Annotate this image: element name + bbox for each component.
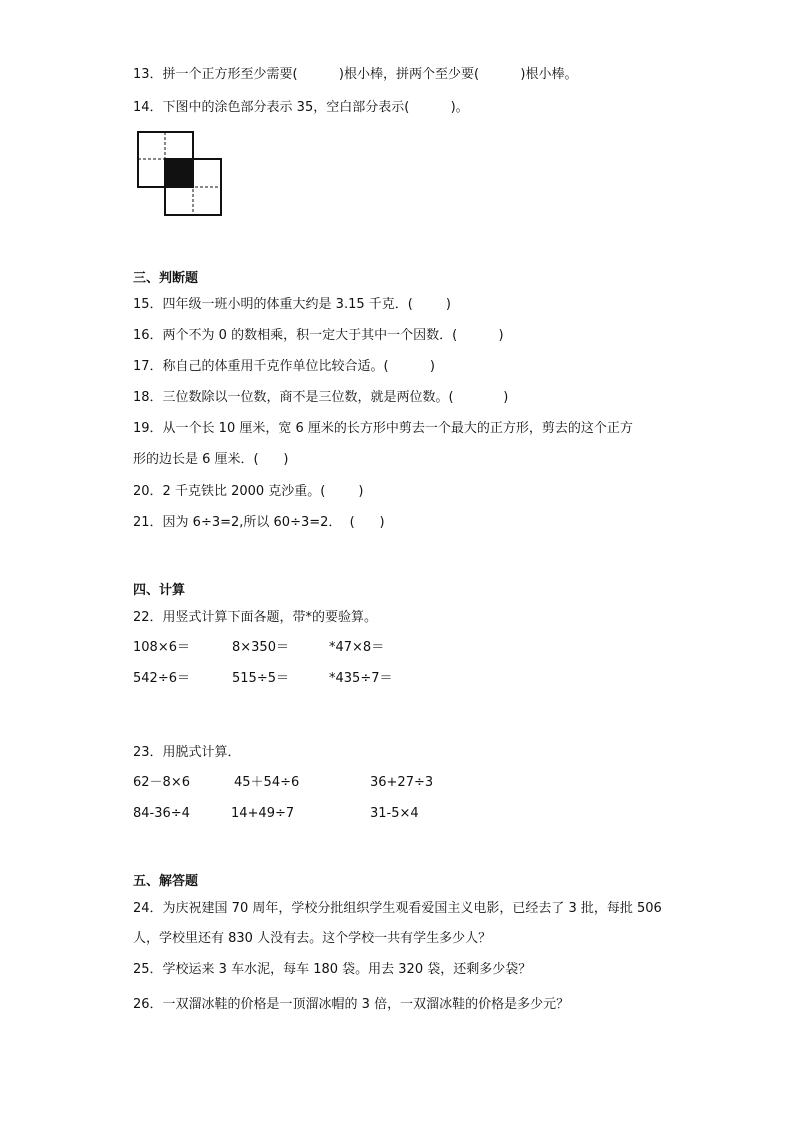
question-24-line1: 24．为庆祝建国 70 周年，学校分批组织学生观看爱国主义电影，已经去了 3 批，每批 506 xyxy=(133,901,662,916)
question-13: 13．拼一个正方形至少需要( )根小棒，拼两个至少要( )根小棒。 xyxy=(133,67,578,82)
section-heading-word-problems: 五、解答题 xyxy=(133,874,199,889)
calc22-r2-c2: 515÷5＝ xyxy=(232,671,289,686)
section-heading-calculation: 四、计算 xyxy=(133,583,186,598)
question-25: 25．学校运来 3 车水泥，每车 180 袋。用去 320 袋，还剩多少袋？ xyxy=(133,962,532,977)
calc22-r2-c1: 542÷6＝ xyxy=(133,671,190,686)
calc23-r2-c2: 14+49÷7 xyxy=(231,806,295,821)
question-18: 18．三位数除以一位数，商不是三位数，就是两位数。( ) xyxy=(133,390,509,405)
question-19-line2: 形的边长是 6 厘米．( ) xyxy=(133,452,289,467)
calc22-r2-c3: *435÷7＝ xyxy=(329,671,393,686)
grid-figure xyxy=(137,131,223,217)
question-14: 14．下图中的涂色部分表示 35，空白部分表示( )。 xyxy=(133,100,469,115)
question-21: 21．因为 6÷3=2,所以 60÷3=2． ( ) xyxy=(133,515,385,530)
question-15: 15．四年级一班小明的体重大约是 3.15 千克．( ) xyxy=(133,297,451,312)
calc23-r1-c1: 62－8×6 xyxy=(133,775,190,790)
question-23: 23．用脱式计算． xyxy=(133,745,241,760)
question-17: 17．称自己的体重用千克作单位比较合适。( ) xyxy=(133,359,436,374)
calc23-r2-c3: 31-5×4 xyxy=(370,806,419,821)
question-26: 26．一双溜冰鞋的价格是一顶溜冰帽的 3 倍，一双溜冰鞋的价格是多少元？ xyxy=(133,997,570,1012)
question-24-line2: 人，学校里还有 830 人没有去。这个学校一共有学生多少人？ xyxy=(133,931,492,946)
calc22-r1-c1: 108×6＝ xyxy=(133,640,190,655)
calc22-r1-c3: *47×8＝ xyxy=(329,640,385,655)
calc22-r1-c2: 8×350＝ xyxy=(232,640,289,655)
section-heading-judgement: 三、判断题 xyxy=(133,271,199,286)
shaded-square xyxy=(165,159,193,187)
calc23-r1-c2: 45＋54÷6 xyxy=(234,775,300,790)
calc23-r2-c1: 84-36÷4 xyxy=(133,806,190,821)
calc23-r1-c3: 36+27÷3 xyxy=(370,775,434,790)
question-19-line1: 19．从一个长 10 厘米，宽 6 厘米的长方形中剪去一个最大的正方形，剪去的这个正方 xyxy=(133,421,633,436)
question-20: 20．2 千克铁比 2000 克沙重。( ) xyxy=(133,484,364,499)
question-16: 16．两个不为 0 的数相乘，积一定大于其中一个因数．( ) xyxy=(133,328,504,343)
question-22: 22．用竖式计算下面各题，带*的要验算。 xyxy=(133,610,378,625)
